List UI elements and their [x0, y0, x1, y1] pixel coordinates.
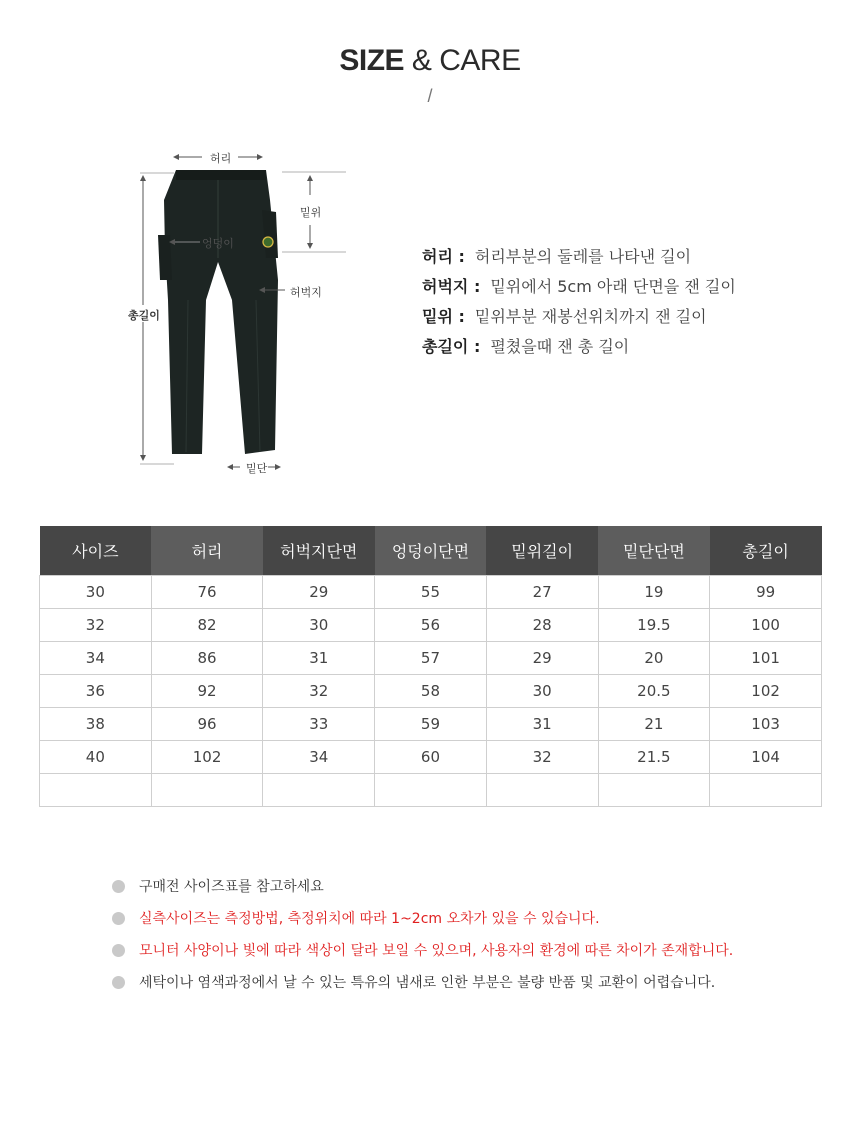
table-cell: 21 [598, 708, 710, 741]
table-header-row [40, 526, 822, 576]
table-row [40, 642, 822, 675]
pants-measurement-diagram [110, 140, 370, 485]
title-care: & CARE [411, 44, 521, 77]
legend-description: 밑위에서 5cm 아래 단면을 잰 길이 [490, 276, 736, 296]
table-cell [710, 774, 822, 807]
table-cell: 104 [710, 741, 822, 774]
table-cell [40, 774, 152, 807]
table-cell: 40 [40, 741, 152, 774]
header-thigh: 허벅지단면 [263, 526, 375, 576]
bullet-icon [112, 912, 125, 925]
note-text: 세탁이나 염색과정에서 날 수 있는 특유의 냄새로 인한 부분은 불량 반품 및 교환이 어렵습니다. [139, 975, 716, 991]
table-cell [486, 774, 598, 807]
table-row [40, 708, 822, 741]
legend-waist [422, 240, 736, 270]
table-cell: 19 [598, 576, 710, 609]
table-cell: 92 [151, 675, 263, 708]
page-title [0, 44, 860, 78]
table-cell: 102 [151, 741, 263, 774]
table-cell: 28 [486, 609, 598, 642]
note-item [112, 870, 733, 902]
title-size: SIZE [339, 44, 405, 77]
table-cell: 96 [151, 708, 263, 741]
legend-term: 총길이 : [422, 336, 481, 356]
table-cell: 34 [263, 741, 375, 774]
table-cell: 30 [486, 675, 598, 708]
bullet-icon [112, 880, 125, 893]
header-hip: 엉덩이단면 [375, 526, 487, 576]
table-cell: 33 [263, 708, 375, 741]
legend-term: 밑위 : [422, 306, 465, 326]
care-notes [112, 870, 733, 998]
legend-total-length [422, 330, 736, 360]
label-thigh: 허벅지 [290, 286, 322, 299]
table-cell: 82 [151, 609, 263, 642]
table-cell: 101 [710, 642, 822, 675]
table-row [40, 741, 822, 774]
table-cell: 32 [40, 609, 152, 642]
table-cell: 103 [710, 708, 822, 741]
bullet-icon [112, 944, 125, 957]
table-cell: 57 [375, 642, 487, 675]
table-cell: 32 [486, 741, 598, 774]
bullet-icon [112, 976, 125, 989]
table-cell: 31 [263, 642, 375, 675]
table-row [40, 576, 822, 609]
table-cell: 20 [598, 642, 710, 675]
table-cell: 34 [40, 642, 152, 675]
legend-term: 허리 : [422, 246, 465, 266]
table-cell: 30 [263, 609, 375, 642]
table-cell: 59 [375, 708, 487, 741]
table-cell: 27 [486, 576, 598, 609]
table-cell [263, 774, 375, 807]
legend-thigh [422, 270, 736, 300]
note-item [112, 902, 733, 934]
table-cell [598, 774, 710, 807]
table-row [40, 609, 822, 642]
note-text: 실측사이즈는 측정방법, 측정위치에 따라 1~2cm 오차가 있을 수 있습니다. [139, 911, 600, 927]
legend-rise [422, 300, 736, 330]
table-cell: 102 [710, 675, 822, 708]
legend-description: 밑위부분 재봉선위치까지 잰 길이 [474, 306, 707, 326]
note-text: 구매전 사이즈표를 참고하세요 [139, 879, 324, 895]
header-total-length: 총길이 [710, 526, 822, 576]
table-cell: 20.5 [598, 675, 710, 708]
table-cell: 36 [40, 675, 152, 708]
table-cell: 29 [263, 576, 375, 609]
legend-description: 펼쳤을때 잰 총 길이 [490, 336, 630, 356]
table-body [40, 576, 822, 807]
table-cell: 31 [486, 708, 598, 741]
table-cell: 55 [375, 576, 487, 609]
note-text: 모니터 사양이나 빛에 따라 색상이 달라 보일 수 있으며, 사용자의 환경에 따른 차이가 존재합니다. [139, 943, 734, 959]
note-item [112, 934, 733, 966]
table-cell: 30 [40, 576, 152, 609]
header-hem: 밑단단면 [598, 526, 710, 576]
table-cell: 32 [263, 675, 375, 708]
table-cell: 58 [375, 675, 487, 708]
table-cell: 86 [151, 642, 263, 675]
table-cell: 19.5 [598, 609, 710, 642]
title-divider: / [427, 86, 433, 106]
table-cell: 99 [710, 576, 822, 609]
table-cell [151, 774, 263, 807]
table-cell: 21.5 [598, 741, 710, 774]
label-hip: 엉덩이 [202, 237, 234, 250]
measurement-legend [422, 240, 736, 360]
table-row [40, 675, 822, 708]
table-row [40, 774, 822, 807]
legend-description: 허리부분의 둘레를 나타낸 길이 [474, 246, 692, 266]
header-waist: 허리 [151, 526, 263, 576]
table-cell: 60 [375, 741, 487, 774]
table-cell: 38 [40, 708, 152, 741]
size-table [39, 526, 822, 807]
legend-term: 허벅지 : [422, 276, 481, 296]
table-cell: 100 [710, 609, 822, 642]
table-cell [375, 774, 487, 807]
label-rise: 밑위 [300, 206, 322, 219]
header-rise: 밑위길이 [486, 526, 598, 576]
label-waist: 허리 [210, 152, 232, 165]
note-item [112, 966, 733, 998]
table-cell: 76 [151, 576, 263, 609]
label-hem: 밑단 [246, 462, 268, 475]
table-cell: 56 [375, 609, 487, 642]
label-total-length: 총길이 [128, 309, 160, 322]
header-size: 사이즈 [40, 526, 152, 576]
table-cell: 29 [486, 642, 598, 675]
